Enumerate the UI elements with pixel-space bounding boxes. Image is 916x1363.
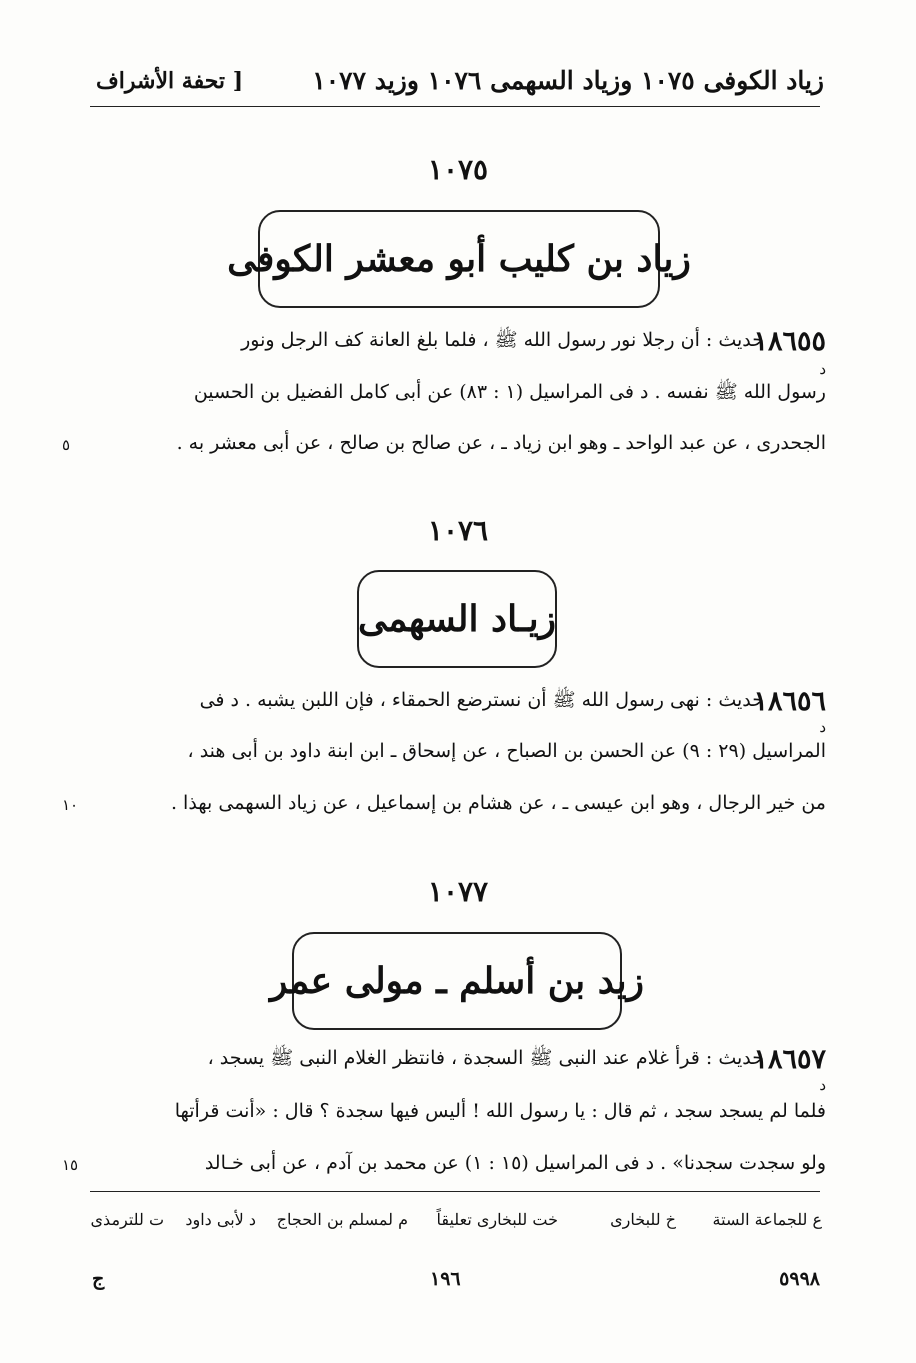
- text-line: المراسيل (٢٩ : ٩) عن الحسن بن الصباح ، عن إسحاق ـ ابن ابنة داود بن أبى هند ،: [187, 740, 826, 762]
- line-number-marker: ١٥: [62, 1156, 79, 1174]
- margin-siglum: د: [819, 1076, 826, 1094]
- running-head: زياد الكوفى ١٠٧٥ وزياد السهمى ١٠٧٦ وزيد ١٠٧٧: [312, 66, 824, 95]
- narrator-title: زيد بن أسلم ـ مولى عمر: [270, 960, 644, 1002]
- siglum-key: د لأبى داود: [185, 1210, 256, 1229]
- siglum-key: خ للبخارى: [610, 1210, 676, 1229]
- hadith-number: ١٨٦٥٥: [753, 326, 826, 357]
- narrator-title: زيـاد السهمى: [358, 598, 556, 640]
- narrator-title-box: [227, 210, 691, 308]
- text-line: حديث : أن رجلا نور رسول الله ﷺ ، فلما بلغ العانة كف الرجل ونور: [241, 329, 764, 351]
- hadith-number: ١٨٦٥٦: [753, 686, 826, 717]
- narrator-title: زياد بن كليب أبو معشر الكوفى: [227, 238, 691, 280]
- footer-rule: [90, 1191, 820, 1192]
- folio-number: ٥٩٩٨: [779, 1268, 820, 1290]
- section-number: ١٠٧٥: [427, 153, 489, 186]
- text-line: ولو سجدت سجدنا» . د فى المراسيل (١٥ : ١) عن محمد بن آدم ، عن أبى خـالد: [204, 1152, 826, 1174]
- hadith-number: ١٨٦٥٧: [753, 1044, 826, 1075]
- siglum-key: ع للجماعة الستة: [712, 1210, 822, 1229]
- volume-mark: ج: [92, 1268, 105, 1290]
- siglum-key: م لمسلم بن الحجاج: [276, 1210, 408, 1229]
- siglum-key: خت للبخارى تعليقاً: [436, 1210, 558, 1229]
- section-number: ١٠٧٦: [427, 514, 489, 547]
- text-line: الجحدرى ، عن عبد الواحد ـ وهو ابن زياد ـ ، عن صالح بن صالح ، عن أبى معشر به .: [176, 432, 826, 454]
- line-number-marker: ١٠: [62, 796, 79, 814]
- text-line: حديث : نهى رسول الله ﷺ أن نسترضع الحمقاء ، فإن اللبن يشبه . د فى: [199, 689, 764, 711]
- siglum-key: ت للترمذى: [90, 1210, 164, 1229]
- running-head-book-title: [ تحفة الأشراف: [96, 68, 244, 94]
- page-number: ١٩٦: [430, 1268, 461, 1290]
- text-line: من خير الرجال ، وهو ابن عيسى ـ ، عن هشام بن إسماعيل ، عن زياد السهمى بهذا .: [170, 792, 826, 814]
- narrator-title-box: [357, 570, 557, 668]
- line-number-marker: ٥: [62, 436, 71, 454]
- text-line: حديث : قرأ غلام عند النبى ﷺ السجدة ، فانتظر الغلام النبى ﷺ يسجد ،: [207, 1047, 764, 1069]
- header-rule: [90, 106, 820, 107]
- section-number: ١٠٧٧: [427, 875, 489, 908]
- margin-siglum: د: [819, 360, 826, 378]
- text-line: رسول الله ﷺ نفسه . د فى المراسيل (١ : ٨٣) عن أبى كامل الفضيل بن الحسين: [193, 381, 826, 403]
- narrator-title-box: [270, 932, 644, 1030]
- text-line: فلما لم يسجد سجد ، ثم قال : يا رسول الله ! أليس فيها سجدة ؟ قال : «أنت قرأتها: [174, 1100, 826, 1122]
- margin-siglum: د: [819, 718, 826, 736]
